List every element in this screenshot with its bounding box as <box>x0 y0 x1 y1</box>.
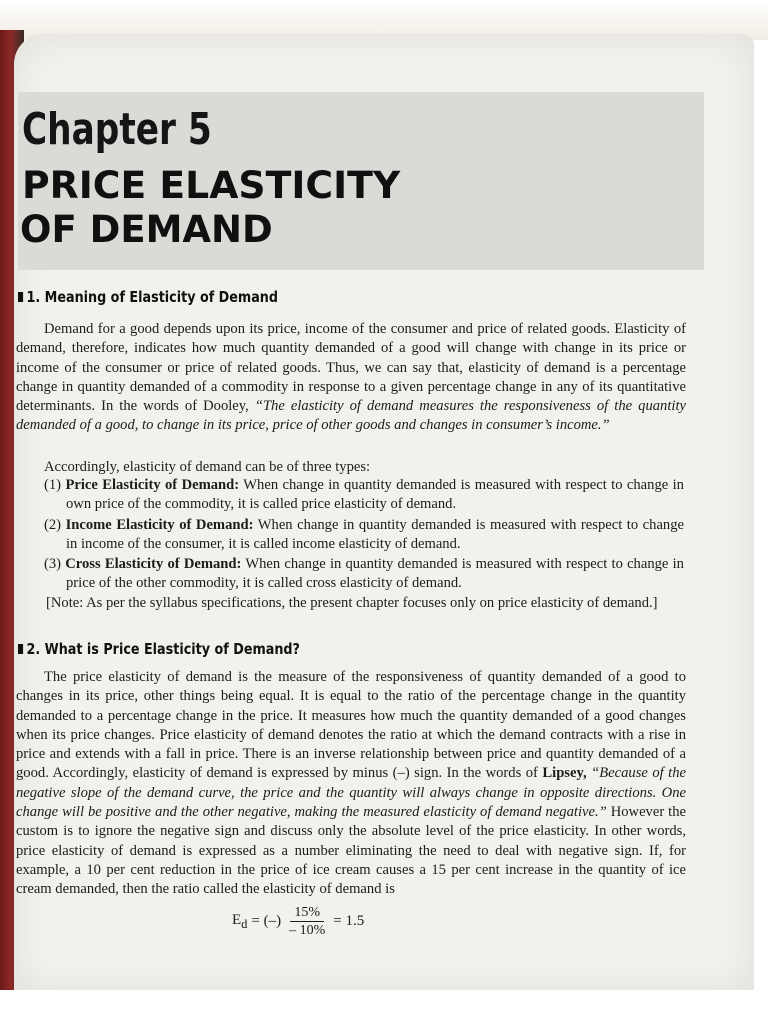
list-item-description: When change in quantity demanded is measured with respect to change in income of the consumer, it is called income elasticity of demand. <box>66 516 684 552</box>
section-2-paragraph <box>16 668 686 900</box>
list-item-term: Price Elasticity of Demand: <box>65 477 240 493</box>
section-1-paragraph <box>16 320 686 436</box>
list-item-description: When change in quantity demanded is measured with respect to change in price of the other commodity, it is called cross elasticity of demand. <box>66 556 684 592</box>
formula-fraction <box>285 904 329 939</box>
formula-denominator: – 10% <box>289 923 326 938</box>
section-1-heading <box>18 288 278 306</box>
list-item <box>44 476 684 515</box>
formula-numerator: 15% <box>290 904 324 922</box>
section-2-paragraph-text: The price elasticity of demand is the measure of the responsiveness of quantity demanded of a good to changes in its price, other things being equal. It is equal to the ratio of the percentage change in the quantity demanded to a percentage change in the price. It measures how much the quantity demanded of a good changes when its price changes. Price elasticity of demand denotes the ratio at which the demand contracts with a rise in price and extends with a fall in price. There is an inverse relationship between price and quantity demanded of a good. Accordingly, elasticity of demand is expressed by minus (–) sign. In the words of <box>16 669 686 782</box>
list-item <box>44 555 684 594</box>
formula-sign: = (–) <box>251 913 282 929</box>
chapter-title-line-2: OF DEMAND <box>20 208 273 251</box>
formula-subscript: d <box>241 916 248 931</box>
section-bullet-icon <box>18 644 23 654</box>
formula-result: = 1.5 <box>333 913 365 929</box>
list-item-term: Income Elasticity of Demand: <box>65 516 254 533</box>
section-2-heading <box>18 640 300 658</box>
section-2-paragraph-continuation: However the custom is to ignore the negative sign and discuss only the absolute level of the price elasticity. In other words, price elasticity of demand is expressed as a number eliminating the need to deal with negative sign. If, for example, a 10 per cent reduction in the price of ice cream causes a 15 per cent increase in the quantity of ice cream demanded, then the ratio called the elasticity of demand is <box>16 804 686 898</box>
elasticity-types-list <box>44 476 684 595</box>
chapter-label: Chapter 5 <box>22 104 212 155</box>
page-bottom-background <box>0 990 768 1024</box>
chapter-title-line-1: PRICE ELASTICITY <box>22 164 401 207</box>
section-2-heading-text: 2. What is Price Elasticity of Demand? <box>26 640 300 658</box>
list-item-number: (1) <box>44 477 62 493</box>
list-item <box>44 516 684 555</box>
list-item-description: When change in quantity demanded is measured with respect to change in own price of the commodity, it is called price elasticity of demand. <box>66 477 684 513</box>
section-bullet-icon <box>18 292 23 302</box>
dooley-quote: “The elasticity of demand measures the responsiveness of the quantity demanded of a good, to change in its price, price of other goods and changes in consumer’s income.” <box>16 398 686 434</box>
syllabus-note: [Note: As per the syllabus specifications, the present chapter focuses only on price elasticity of demand.] <box>46 595 658 611</box>
lipsey-author: Lipsey, <box>542 765 587 782</box>
section-1-paragraph-text: Demand for a good depends upon its price, income of the consumer and price of related goods. Elasticity of demand, therefore, indicates how much quantity demanded of a good will change with change in its price or income of the consumer or price of related goods. Thus, we can say that, elasticity of demand is a percentage change in quantity demanded of a commodity in response to a given percentage change in any of its quantitative determinants. In the words of Dooley, <box>16 321 686 415</box>
elasticity-formula <box>232 904 364 939</box>
list-item-term: Cross Elasticity of Demand: <box>65 556 242 573</box>
lipsey-quote: “Because of the negative slope of the demand curve, the price and the quantity will always change in opposite directions. One change will be positive and the other negative, making the measured elasticity of demand negative.” <box>16 765 687 821</box>
types-intro-text: Accordingly, elasticity of demand can be of three types: <box>44 459 371 475</box>
formula-lhs <box>232 912 247 932</box>
list-item-number: (2) <box>44 516 62 533</box>
list-item-number: (3) <box>44 556 62 573</box>
formula-symbol: E <box>232 911 242 928</box>
types-intro <box>16 458 686 477</box>
section-1-heading-text: 1. Meaning of Elasticity of Demand <box>26 288 279 306</box>
